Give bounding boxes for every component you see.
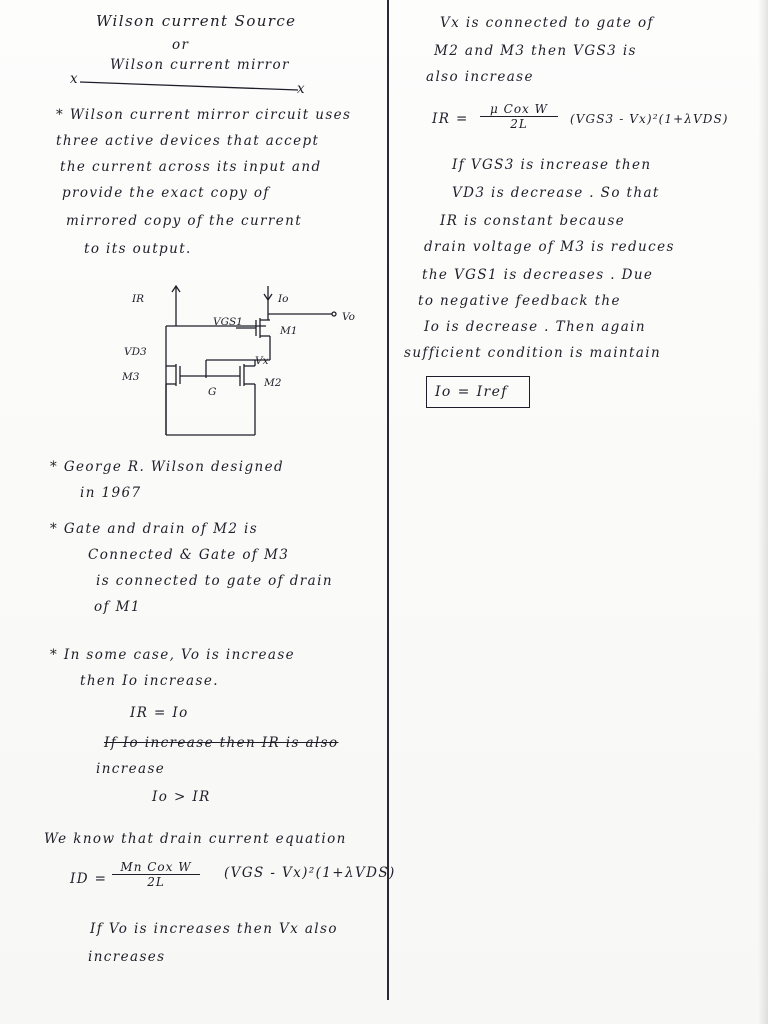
para1-line4: provide the exact copy of [62, 185, 270, 201]
para6-line1: If Vo is increases then Vx also [90, 921, 338, 937]
ir-equation-fraction [480, 102, 558, 131]
boxed-result [426, 376, 530, 408]
right-line-3: also increase [426, 69, 534, 85]
para1-line1: * Wilson current mirror circuit uses [56, 107, 352, 123]
circuit-label-m1: M1 [280, 325, 298, 337]
inequality-io-gt-ir: Io > IR [152, 789, 211, 805]
para3-line4: of M1 [94, 599, 141, 615]
circuit-label-vd3: VD3 [124, 346, 147, 358]
right-line-10: Io is decrease . Then again [424, 319, 646, 335]
struck-sentence: If Io increase then IR is also [104, 735, 339, 751]
struck-sentence-end: increase [96, 761, 166, 777]
id-fraction-numerator: Mn Cox W [112, 860, 200, 875]
right-line-6: IR is constant because [440, 213, 626, 229]
circuit-label-m2: M2 [264, 377, 282, 389]
equation-ir-equals-io: IR = Io [130, 705, 189, 721]
para4-line2: then Io increase. [80, 673, 219, 689]
para2-line2: in 1967 [80, 485, 142, 501]
right-line-7: drain voltage of M3 is reduces [424, 239, 675, 255]
para1-line2: three active devices that accept [56, 133, 320, 149]
para1-line6: to its output. [84, 241, 192, 257]
para6-line2: increases [88, 949, 166, 965]
x-mark-right: x [297, 81, 307, 97]
circuit-label-m3: M3 [122, 371, 140, 383]
right-line-8: the VGS1 is decreases . Due [422, 267, 654, 283]
title-line-1: Wilson current Source [96, 12, 297, 30]
right-line-1: Vx is connected to gate of [440, 15, 654, 31]
para3-line1: * Gate and drain of M2 is [50, 521, 259, 537]
x-mark-left: x [70, 71, 80, 87]
title-or: or [172, 37, 190, 53]
title-line-2: Wilson current mirror [110, 57, 290, 73]
ir-equation-rhs: (VGS3 - Vx)²(1+λVDS) [570, 112, 729, 126]
para2-line1: * George R. Wilson designed [50, 459, 285, 475]
circuit-label-g: G [208, 386, 217, 398]
id-equation-rhs: (VGS - Vx)²(1+λVDS) [224, 865, 396, 881]
para4-line1: * In some case, Vo is increase [50, 647, 296, 663]
right-line-9: to negative feedback the [418, 293, 621, 309]
para1-line3: the current across its input and [60, 159, 322, 175]
id-equation-lhs: ID = [70, 871, 108, 887]
right-line-5: VD3 is decrease . So that [452, 185, 660, 201]
column-divider [387, 0, 389, 1000]
right-line-4: If VGS3 is increase then [452, 157, 652, 173]
ir-equation-lhs: IR = [432, 111, 469, 127]
ir-fraction-denominator: 2L [510, 117, 528, 131]
right-line-2: M2 and M3 then VGS3 is [434, 43, 637, 59]
circuit-label-ir: IR [132, 293, 145, 305]
circuit-label-io: Io [278, 293, 289, 305]
circuit-label-vgs1: VGS1 [213, 316, 243, 328]
boxed-result-text: Io = Iref [435, 384, 508, 400]
para3-line2: Connected & Gate of M3 [88, 547, 290, 563]
para5-line1: We know that drain current equation [44, 831, 347, 847]
id-fraction-denominator: 2L [147, 875, 165, 889]
id-equation-fraction [112, 860, 200, 889]
circuit-label-vo: Vo [342, 311, 355, 323]
ir-fraction-numerator: μ Cox W [480, 102, 558, 117]
right-line-11: sufficient condition is maintain [404, 345, 662, 361]
para3-line3: is connected to gate of drain [96, 573, 333, 589]
wilson-circuit-diagram [110, 280, 370, 445]
circuit-label-vx: Vx [255, 355, 269, 367]
para1-line5: mirrored copy of the current [66, 213, 303, 229]
